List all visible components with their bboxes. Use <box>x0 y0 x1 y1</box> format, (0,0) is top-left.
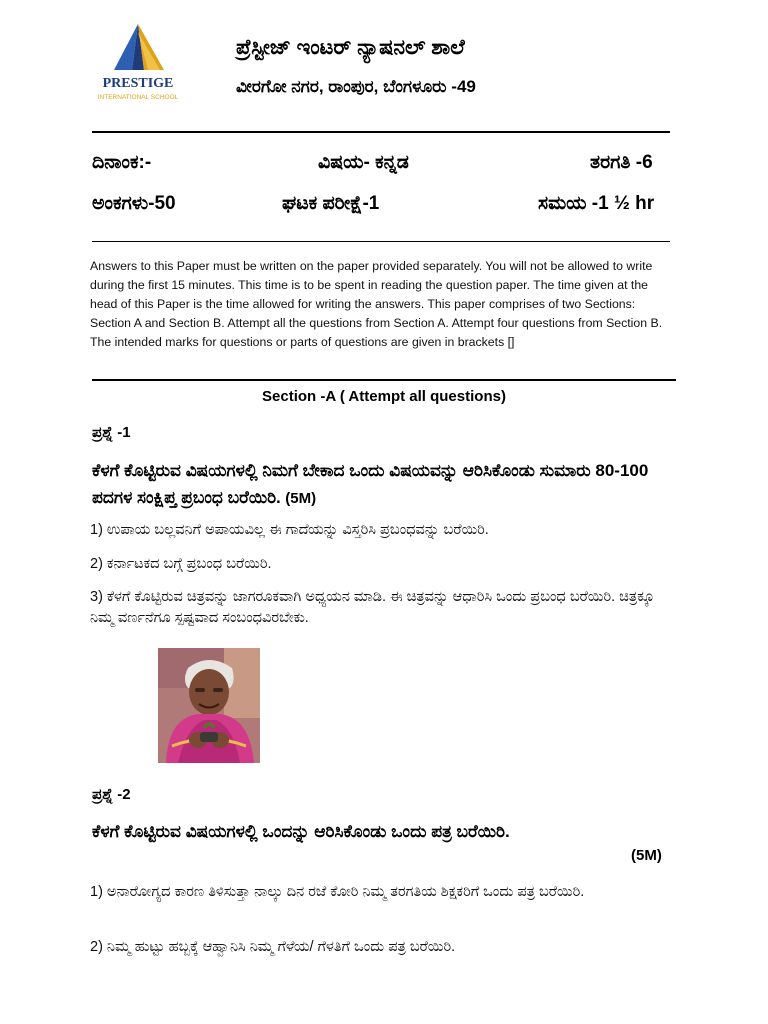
date-label: ದಿನಾಂಕ:- <box>92 152 152 173</box>
photo-illustration <box>158 648 260 763</box>
prestige-logo-icon <box>92 22 184 108</box>
school-address: ವೀರಗೋ ನಗರ, ರಾಂಪುರ, ಬೆಂಗಳೂರು -49 <box>236 77 476 96</box>
elderly-woman-photo <box>158 648 260 763</box>
exam-name: ಘಟಕ ಪರೀಕ್ಷೆ-1 <box>282 193 380 214</box>
logo-text: PRESTIGE <box>102 76 174 91</box>
question-1-heading: ಕೆಳಗೆ ಕೊಟ್ಟಿರುವ ವಿಷಯಗಳಲ್ಲಿ ನಿಮಗೆ ಬೇಕಾದ ಒಂದು ವಿಷಯವನ್ನು ಆರಿಸಿಕೊಂಡು ಸುಮಾರು 80-100 ಪದಗಳ ಸಂಕ್ಷಿಪ್ತ ಪ್ರಬಂಧ ಬರೆಯಿರಿ. <box>92 461 649 507</box>
marks-label: ಅಂಕಗಳು-50 <box>92 193 176 214</box>
time-label: ಸಮಯ -1 ½ hr <box>538 193 655 214</box>
q2-option-1: 1) ಅನಾರೋಗ್ಯದ ಕಾರಣ ತಿಳಿಸುತ್ತಾ ನಾಲ್ಕು ದಿನ ರಜೆ ಕೋರಿ ನಿಮ್ಮ ತರಗತಿಯ ಶಿಕ್ಷಕರಿಗೆ ಒಂದು ಪತ್ರ ಬರೆಯಿರಿ. <box>90 884 585 900</box>
grade-label: ತರಗತಿ -6 <box>590 152 653 173</box>
school-name: ಪ್ರೆಸ್ಟೀಜ್ ಇಂಟರ್ ನ್ಯಾಷನಲ್ ಶಾಲೆ <box>236 36 465 59</box>
divider <box>92 131 670 133</box>
q1-option-2: 2) ಕರ್ನಾಟಕದ ಬಗ್ಗೆ ಪ್ರಬಂಧ ಬರೆಯಿರಿ. <box>90 556 272 572</box>
question-2-heading: ಕೆಳಗೆ ಕೊಟ್ಟಿರುವ ವಿಷಯಗಳಲ್ಲಿ ಒಂದನ್ನು ಆರಿಸಿಕೊಂಡು ಒಂದು ಪತ್ರ ಬರೆಯಿರಿ. <box>92 822 510 841</box>
section-a-title: Section -A ( Attempt all questions) <box>262 388 506 405</box>
logo-tagline: INTERNATIONAL SCHOOL <box>97 94 179 101</box>
subject-label: ವಿಷಯ- ಕನ್ನಡ <box>318 152 409 173</box>
question-2-marks: (5M) <box>631 847 662 864</box>
question-1-label: ಪ್ರಶ್ನೆ -1 <box>92 424 131 441</box>
question-1-heading-block <box>92 457 692 511</box>
q1-option-1: 1) ಉಪಾಯ ಬಲ್ಲವನಿಗೆ ಅಪಾಯವಿಲ್ಲ ಈ ಗಾದೆಯನ್ನು ವಿಸ್ತರಿಸಿ ಪ್ರಬಂಧವನ್ನು ಬರೆಯಿರಿ. <box>90 522 489 538</box>
divider <box>92 379 676 381</box>
divider <box>92 241 670 242</box>
instructions-text: Answers to this Paper must be written on the paper provided separately. You will not be allowed to write during the first 15 minutes. This time is to be spent in reading the question paper. The time given at the head of this Paper is the time allowed for writing the answers. This paper comprises of two Sections: Section A and Section B. Attempt all the questions from Section A. Attempt four questions from Section B. The intended marks for questions or parts of questions are given in brackets [] <box>90 259 663 349</box>
school-logo <box>92 22 184 108</box>
question-1-marks: (5M) <box>285 490 317 507</box>
question-2-label: ಪ್ರಶ್ನೆ -2 <box>92 786 131 803</box>
q2-option-2: 2) ನಿಮ್ಮ ಹುಟ್ಟು ಹಬ್ಬಕ್ಕೆ ಆಹ್ವಾನಿಸಿ ನಿಮ್ಮ ಗೆಳೆಯ/ ಗೆಳತಿಗೆ ಒಂದು ಪತ್ರ ಬರೆಯಿರಿ. <box>90 939 456 955</box>
q1-option-3: 3) ಕೆಳಗೆ ಕೊಟ್ಟಿರುವ ಚಿತ್ರವನ್ನು ಜಾಗರೂಕವಾಗಿ ಅಧ್ಯಯನ ಮಾಡಿ. ಈ ಚಿತ್ರವನ್ನು ಆಧಾರಿಸಿ ಒಂದು ಪ್ರಬಂಧ ಬರೆಯಿರಿ. ಚಿತ್ರಕ್ಕೂ ನಿಮ್ಮ ವರ್ಣನೆಗೂ ಸ್ಪಷ್ಟವಾದ ಸಂಬಂಧವಿರಬೇಕು. <box>90 589 655 626</box>
